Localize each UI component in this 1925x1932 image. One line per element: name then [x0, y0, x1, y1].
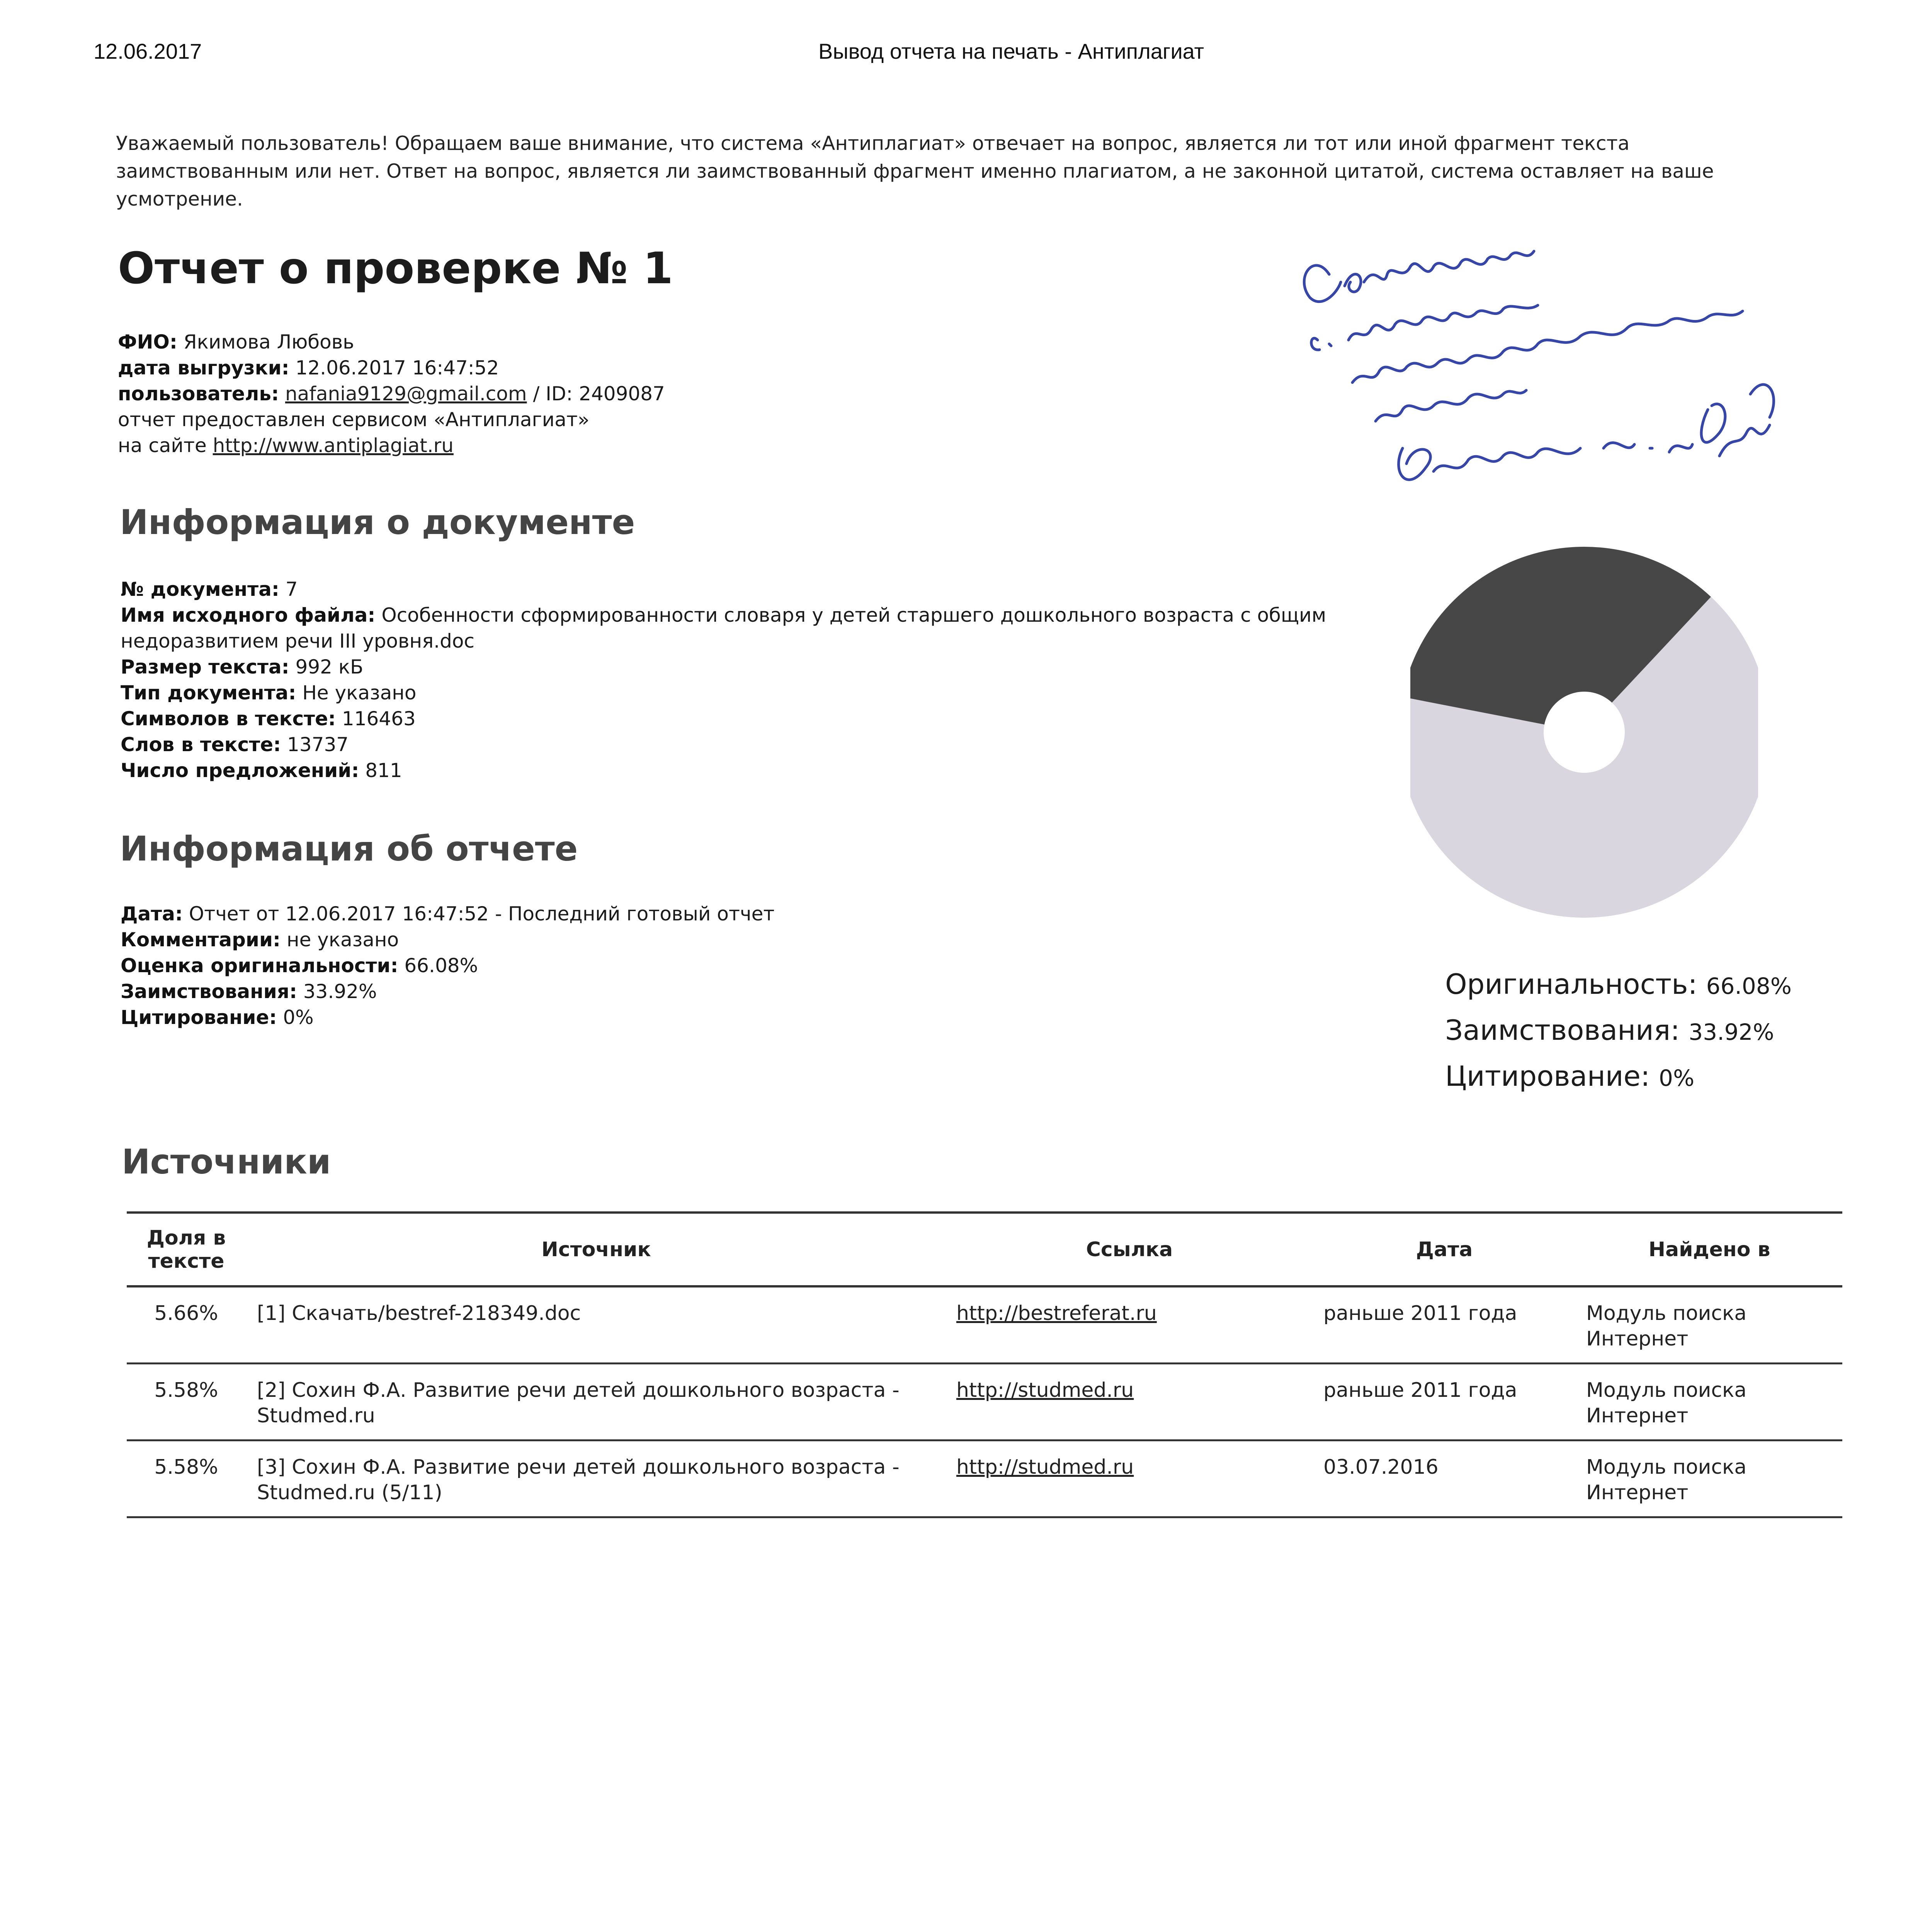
- legend-borrowings-label: Заимствования:: [1445, 1014, 1680, 1046]
- originality-value: 66.08%: [404, 954, 478, 977]
- col-share: Доля в тексте: [127, 1213, 247, 1286]
- doc-no-row: [121, 577, 1415, 602]
- table-row: [127, 1286, 1842, 1364]
- file-name: Особенности сформированности словаря у детей старшего дошкольного возраста с общим недоразвитием речи III уровня.doc: [121, 604, 1326, 652]
- user-email-link[interactable]: nafania9129@gmail.com: [285, 383, 527, 405]
- source-date: раньше 2011 года: [1313, 1364, 1576, 1440]
- report-info: [121, 901, 774, 1031]
- source-link[interactable]: http://studmed.ru: [956, 1456, 1134, 1479]
- sentences-label: Число предложений:: [121, 759, 359, 782]
- print-title: Вывод отчета на печать - Антиплагиат: [818, 39, 1204, 63]
- report-date-row: [121, 901, 774, 927]
- source-title: [2] Сохин Ф.А. Развитие речи детей дошкольного возраста - Studmed.ru: [247, 1364, 946, 1440]
- borrowings-value: 33.92%: [303, 980, 377, 1003]
- handwritten-signature: [1287, 216, 1847, 564]
- table-row: [127, 1440, 1842, 1517]
- user-row: [118, 381, 665, 407]
- print-date: 12.06.2017: [94, 39, 202, 63]
- file-label: Имя исходного файла:: [121, 604, 376, 626]
- service-line: отчет предоставлен сервисом «Антиплагиат»: [118, 408, 590, 431]
- col-found: Найдено в: [1576, 1213, 1842, 1286]
- page-title: Отчет о проверке № 1: [118, 243, 673, 294]
- legend-citation-label: Цитирование:: [1445, 1060, 1650, 1092]
- site-link[interactable]: http://www.antiplagiat.ru: [213, 434, 454, 457]
- chars-value: 116463: [342, 707, 416, 730]
- legend-citation-value: 0%: [1659, 1065, 1695, 1091]
- type-value: Не указано: [302, 682, 417, 704]
- report-meta: [118, 329, 665, 459]
- words-row: [121, 732, 1415, 758]
- sources-header-row: [127, 1213, 1842, 1286]
- words-label: Слов в тексте:: [121, 733, 281, 756]
- user-label: пользователь:: [118, 383, 279, 405]
- source-title: [3] Сохин Ф.А. Развитие речи детей дошкольного возраста - Studmed.ru (5/11): [247, 1440, 946, 1517]
- source-share: 5.58%: [127, 1440, 247, 1517]
- col-link: Ссылка: [946, 1213, 1313, 1286]
- type-row: [121, 680, 1415, 706]
- sources-heading: Источники: [122, 1142, 331, 1182]
- notice-text: Уважаемый пользователь! Обращаем ваше внимание, что система «Антиплагиат» отвечает на вопрос, является ли тот или иной фрагмент текста заимствованным или нет. Ответ на вопрос, является ли заимствованный фрагмент именно плагиатом, а не законной цитатой, система оставляет на ваше усмотрение.: [116, 132, 1714, 210]
- site-row: [118, 433, 665, 459]
- export-date: 12.06.2017 16:47:52: [295, 357, 499, 379]
- doc-no-label: № документа:: [121, 578, 279, 600]
- originality-pie-chart: [1410, 527, 1758, 937]
- type-label: Тип документа:: [121, 682, 296, 704]
- report-date-label: Дата:: [121, 903, 183, 925]
- source-found: Модуль поиска Интернет: [1576, 1364, 1842, 1440]
- size-row: [121, 654, 1415, 680]
- site-prefix: на сайте: [118, 434, 213, 457]
- originality-row: [121, 953, 774, 979]
- col-source: Источник: [247, 1213, 946, 1286]
- citation-value: 0%: [283, 1006, 314, 1029]
- originality-label: Оценка оригинальности:: [121, 954, 398, 977]
- fio-row: [118, 329, 665, 355]
- borrowings-label: Заимствования:: [121, 980, 297, 1003]
- legend-citation: [1445, 1054, 1792, 1100]
- source-link[interactable]: http://studmed.ru: [956, 1379, 1134, 1402]
- fio-label: ФИО:: [118, 331, 177, 353]
- pie-legend: [1445, 962, 1792, 1100]
- source-found: Модуль поиска Интернет: [1576, 1440, 1842, 1517]
- chars-label: Символов в тексте:: [121, 707, 336, 730]
- source-share: 5.66%: [127, 1286, 247, 1364]
- sentences-row: [121, 758, 1415, 784]
- comments-label: Комментарии:: [121, 929, 281, 951]
- report-info-heading: Информация об отчете: [120, 829, 578, 869]
- sources-table: [127, 1211, 1842, 1518]
- citation-row: [121, 1005, 774, 1031]
- table-row: [127, 1364, 1842, 1440]
- legend-originality: [1445, 962, 1792, 1008]
- source-share: 5.58%: [127, 1364, 247, 1440]
- col-date: Дата: [1313, 1213, 1576, 1286]
- legend-originality-value: 66.08%: [1706, 973, 1792, 999]
- document-info-heading: Информация о документе: [120, 502, 635, 542]
- comments-row: [121, 927, 774, 953]
- legend-borrowings-value: 33.92%: [1689, 1019, 1774, 1045]
- size-value: 992 кБ: [295, 656, 364, 678]
- words-value: 13737: [287, 733, 349, 756]
- chars-row: [121, 706, 1415, 732]
- source-title: [1] Скачать/bestref-218349.doc: [247, 1286, 946, 1364]
- fio-value: Якимова Любовь: [183, 331, 354, 353]
- legend-borrowings: [1445, 1008, 1792, 1054]
- user-id: / ID: 2409087: [527, 383, 665, 405]
- source-found: Модуль поиска Интернет: [1576, 1286, 1842, 1364]
- export-label: дата выгрузки:: [118, 357, 289, 379]
- export-row: [118, 355, 665, 381]
- borrowings-row: [121, 979, 774, 1005]
- file-row: [121, 602, 1415, 654]
- doc-no-value: 7: [285, 578, 298, 600]
- comments-value: не указано: [286, 929, 399, 951]
- document-info: [121, 577, 1415, 784]
- sentences-value: 811: [365, 759, 402, 782]
- citation-label: Цитирование:: [121, 1006, 277, 1029]
- size-label: Размер текста:: [121, 656, 289, 678]
- source-date: раньше 2011 года: [1313, 1286, 1576, 1364]
- source-link[interactable]: http://bestreferat.ru: [956, 1302, 1157, 1325]
- legend-originality-label: Оригинальность:: [1445, 968, 1697, 1000]
- report-date-value: Отчет от 12.06.2017 16:47:52 - Последний готовый отчет: [189, 903, 775, 925]
- source-date: 03.07.2016: [1313, 1440, 1576, 1517]
- pie-center-hole: [1544, 692, 1625, 773]
